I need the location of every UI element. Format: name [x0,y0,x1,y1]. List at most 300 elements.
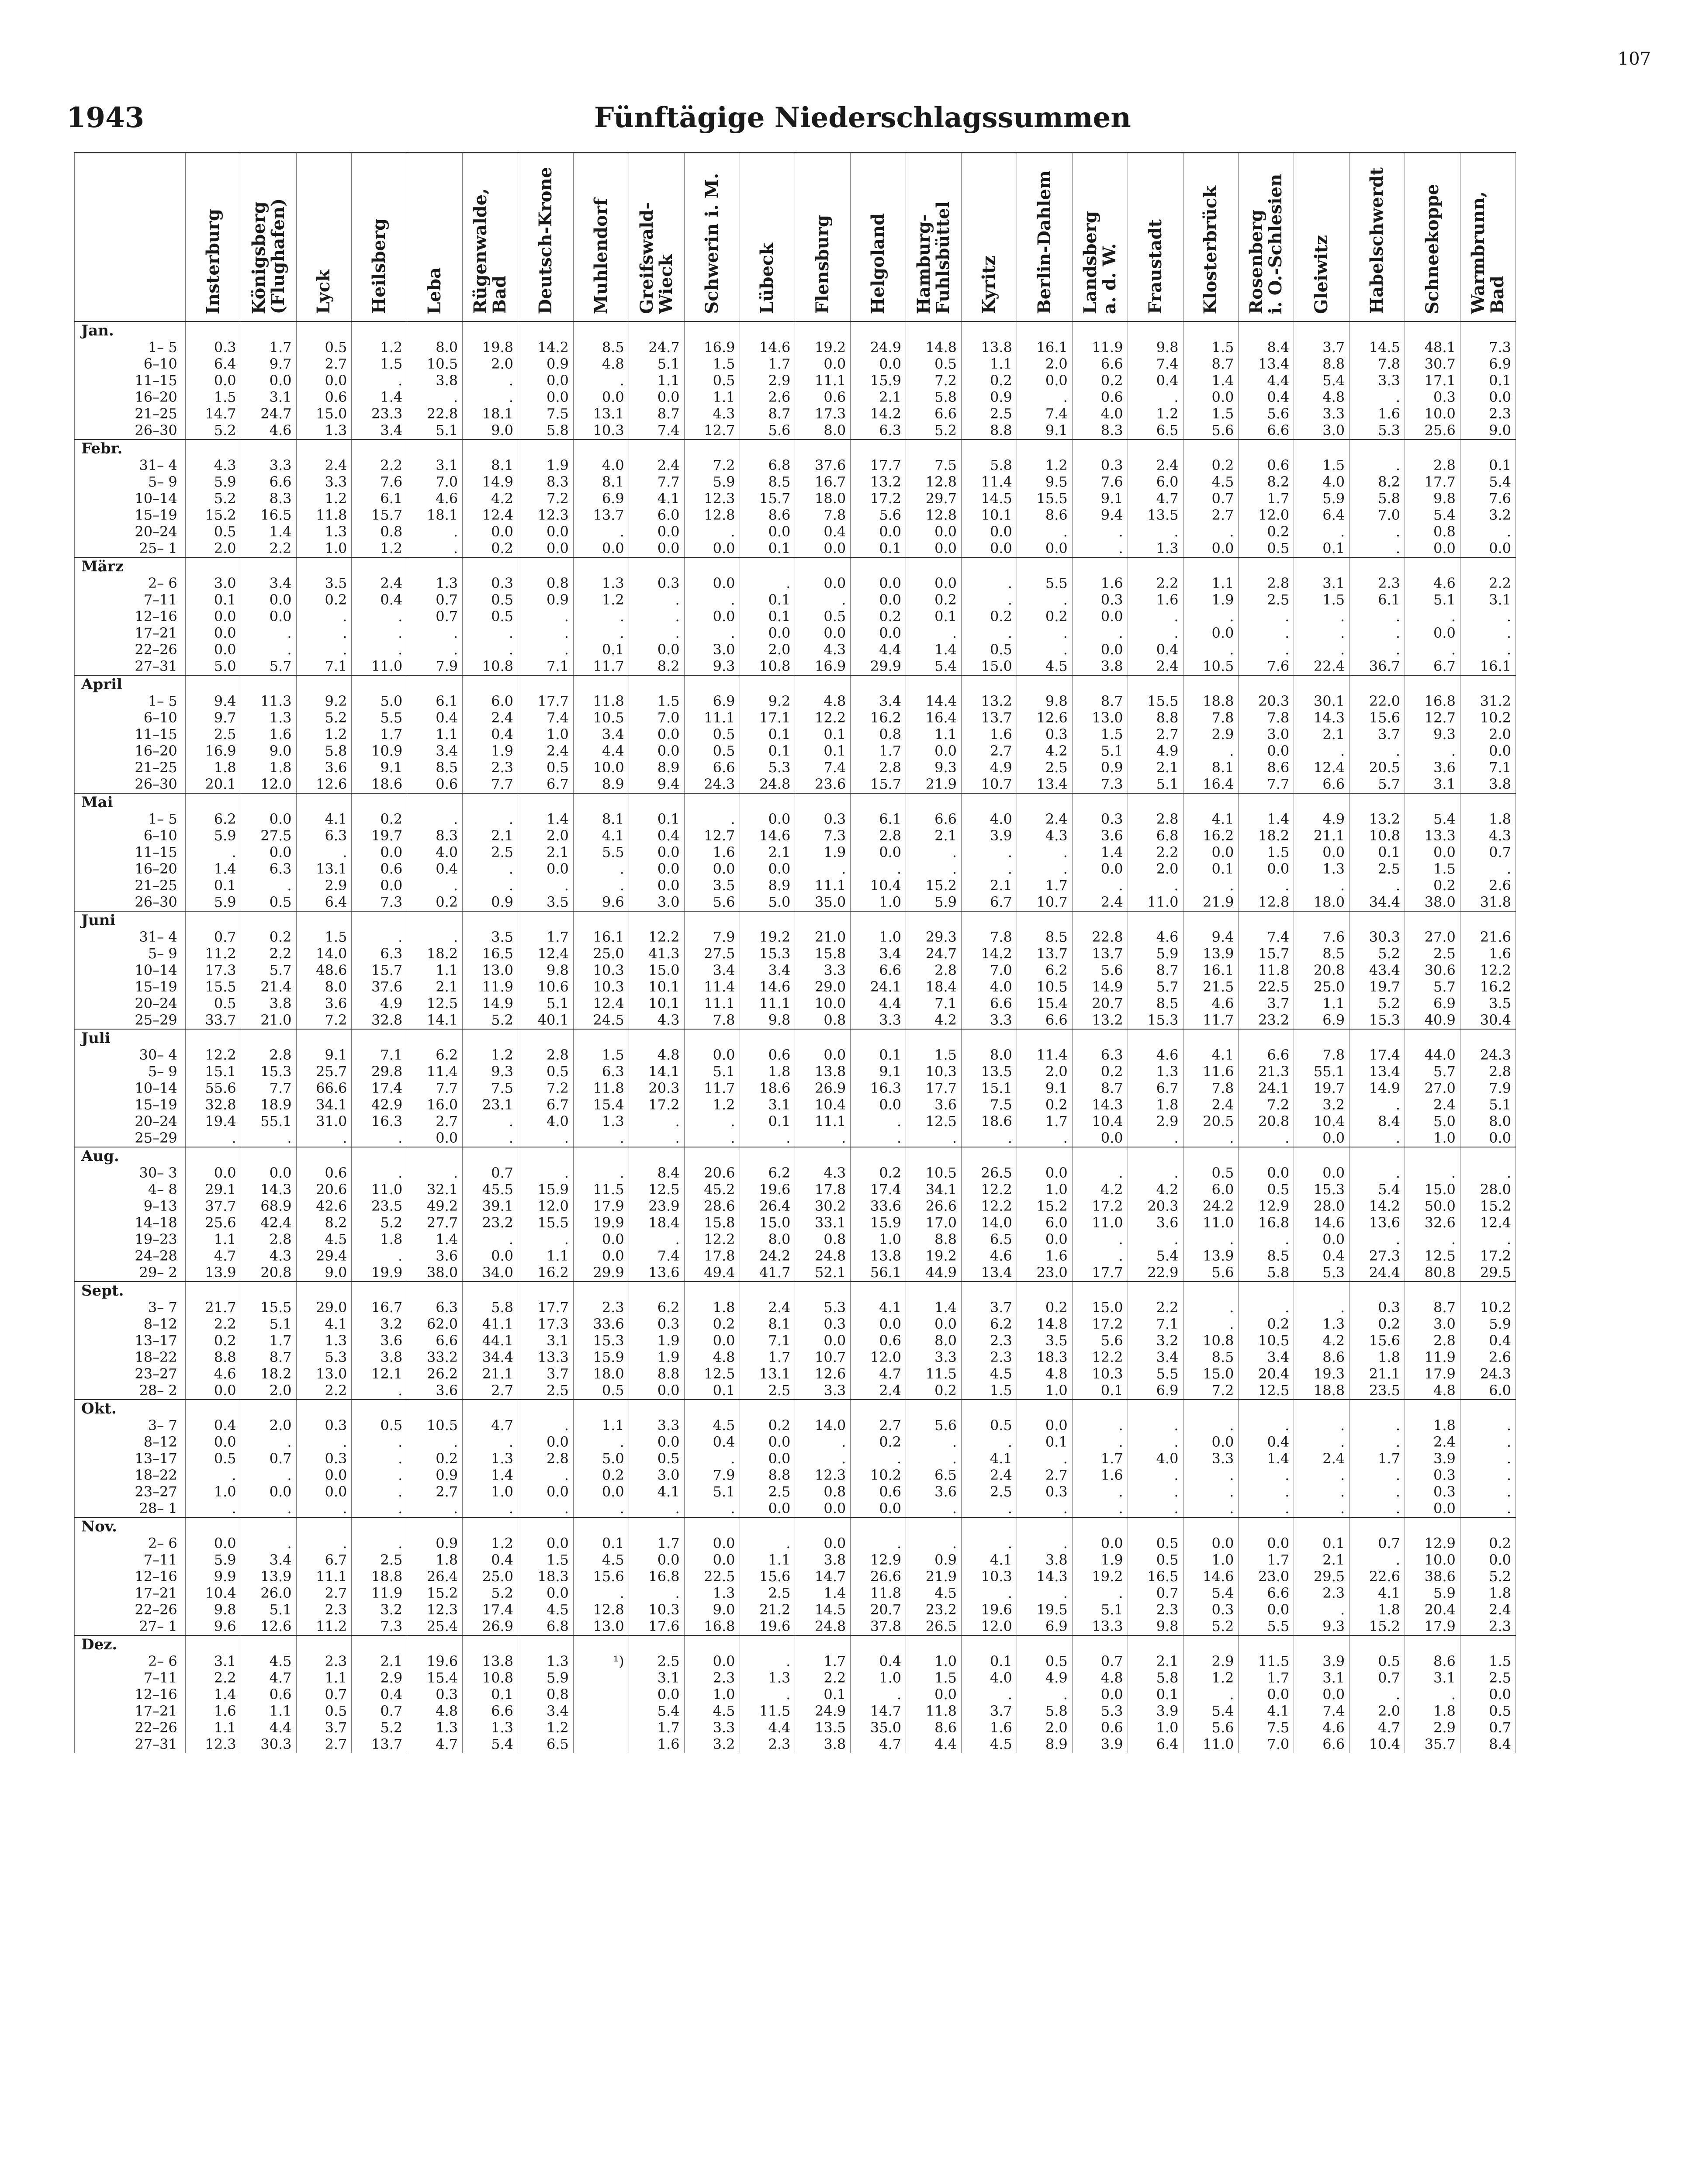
period-ranges: 2– 6 7–11 12–16 17–21 22–26 27–31 [135,575,177,674]
precip-values: 13.8 1.1 0.2 0.9 2.5 8.8 [962,321,1017,439]
period-label-cell [75,1282,186,1400]
precip-values: 0.3 7.6 9.1 9.4 . . [1072,439,1128,557]
precip-values: 0.3 7.3 1.9 . 11.1 35.0 [795,793,851,911]
precip-values: 2.3 6.1 . . . 36.7 [1350,557,1405,675]
precip-values: 0.2 19.7 0.0 0.6 0.0 7.3 [352,793,407,911]
precip-values: 1.2 9.3 7.5 23.1 . . [463,1029,518,1147]
month-block [75,675,1516,793]
precip-values: 0.5 0.7 . 2.0 4.7 10.4 [1350,1635,1405,1753]
precip-values: 3.0 0.1 0.0 0.0 0.0 5.0 [185,557,241,675]
precip-values: 4.8 14.1 20.3 17.2 . . [629,1029,684,1147]
precip-values: 4.0 8.1 6.9 13.7 . 0.0 [573,439,629,557]
precip-values: 0.1 4.5 15.6 . 12.8 13.0 [573,1517,629,1635]
precip-values: 7.8 14.2 7.0 4.0 6.6 3.3 [962,911,1017,1029]
station-header [1350,153,1405,322]
period-label-cell [75,1400,186,1517]
precip-values: 3.3 0.0 0.5 3.0 4.1 . [629,1400,684,1517]
precip-values: 0.3 0.5 0.5 . . 10.8 [463,557,518,675]
precip-values: 15.5 5.1 1.7 8.7 18.2 2.0 [241,1282,296,1400]
precip-values: 7.2 5.9 12.3 12.8 . 0.0 [684,439,740,557]
precip-values: 0.1 9.1 16.3 0.0 . . [851,1029,906,1147]
precip-values: 0.0 1.9 19.2 . 5.1 13.3 [1072,1517,1128,1635]
precip-values: 11.3 1.3 1.6 9.0 1.8 12.0 [241,675,296,793]
precip-values: . 2.5 18.8 11.9 3.2 7.3 [352,1517,407,1635]
precip-values: 6.2 0.3 1.9 1.9 8.8 0.0 [629,1282,684,1400]
period-ranges: 2– 6 7–11 12–16 17–21 22–26 27–31 [135,1653,177,1752]
precip-values: 0.6 8.2 1.7 12.0 0.2 0.5 [1239,439,1294,557]
station-header [1072,153,1128,322]
precip-values: 2.1 2.9 0.4 0.7 5.2 13.7 [352,1635,407,1753]
precip-values: 30.1 14.3 2.1 . 12.4 6.6 [1294,675,1350,793]
precip-values: 3.1 2.2 1.4 1.6 1.1 12.3 [185,1635,241,1753]
precip-values: 1.0 3.4 6.6 24.1 4.4 3.3 [851,911,906,1029]
month-block [75,1635,1516,1753]
month-block [75,1147,1516,1282]
period-ranges: 1– 5 6–10 11–15 16–20 21–25 26–30 [135,339,177,439]
precip-values: 9.4 13.9 16.1 21.5 4.6 11.7 [1183,911,1239,1029]
precip-values: 17.7 13.2 17.2 5.6 0.0 0.1 [851,439,906,557]
month-block [75,321,1516,439]
precip-values: 2.8 15.3 7.7 18.9 55.1 . [241,1029,296,1147]
precip-values: 6.2 5.9 . 1.4 0.1 5.9 [185,793,241,911]
precip-values: 0.0 0.1 . 2.7 0.3 . [1017,1400,1072,1517]
precip-values: 12.2 15.1 55.6 32.8 19.4 . [185,1029,241,1147]
precip-values: 1.4 0.0 8.0 3.3 11.5 0.2 [906,1282,962,1400]
precip-values: 4.5 4.7 0.6 1.1 4.4 30.3 [241,1635,296,1753]
page-title: Fünftägige Niederschlagssummen [594,101,1131,134]
precip-values: 0.5 6.0 24.2 11.0 . 13.9 5.6 [1183,1147,1239,1282]
precip-values: . . . . . . [1460,1400,1516,1517]
station-header [629,153,684,322]
precip-values: 0.2 14.8 3.5 18.3 4.8 1.0 [1017,1282,1072,1400]
precip-values: 3.1 7.0 4.6 18.1 . . [407,439,463,557]
precip-values: 6.1 2.8 0.0 . 10.4 1.0 [851,793,906,911]
precip-values: 0.0 0.5 12.9 16.8 . 8.5 5.8 [1239,1147,1294,1282]
precip-values: 7.4 15.7 11.8 22.5 3.7 23.2 [1239,911,1294,1029]
precip-values: 0.0 2.3 1.0 4.5 3.3 3.2 [684,1635,740,1753]
precip-values: 5.6 . . 6.5 3.6 . [906,1400,962,1517]
precip-values: 1.9 8.3 7.2 12.3 0.0 0.0 [518,439,574,557]
month-block [75,557,1516,675]
precip-values: 12.2 41.3 15.0 10.1 10.1 4.3 [629,911,684,1029]
month-name: Nov. [81,1518,117,1535]
precip-values: 3.7 6.2 2.3 2.3 4.5 1.5 [962,1282,1017,1400]
precip-values: 2.2 3.1 . . . 16.1 [1460,557,1516,675]
station-name: Königsberg (Flughafen) [248,198,288,314]
precip-values: 1.6 0.3 0.0 . 0.0 3.8 [1072,557,1128,675]
precip-values: 4.1 16.2 0.0 0.1 . 21.9 [1183,793,1239,911]
precip-values: 1.5 6.3 11.8 15.4 1.3 . [573,1029,629,1147]
precip-values: 7.3 6.9 0.1 0.0 2.3 9.0 [1460,321,1516,439]
precip-values: 30.3 5.2 43.4 19.7 5.2 15.3 [1350,911,1405,1029]
period-label-cell [75,1029,186,1147]
period-ranges: 1– 5 6–10 11–15 16–20 21–25 26–30 [135,811,177,910]
precip-values: 37.6 16.7 18.0 7.8 0.4 0.0 [795,439,851,557]
precip-values: . 4.2 20.3 3.6 . 5.4 22.9 [1128,1147,1183,1282]
precip-values: 14.8 0.5 7.2 5.8 6.6 5.2 [906,321,962,439]
month-block [75,1517,1516,1635]
month-name: Dez. [81,1636,118,1653]
precip-values: 1.2 9.5 15.5 8.6 . 0.0 [1017,439,1072,557]
precip-values: . . 0.2 . 0.5 15.0 [962,557,1017,675]
precip-values: 1.5 4.0 5.9 6.4 . 0.1 [1294,439,1350,557]
precip-values: 2.4 7.7 4.1 6.0 0.0 0.0 [629,439,684,557]
precip-values: 22.0 15.6 3.7 . 20.5 5.7 [1350,675,1405,793]
precip-values: 19.2 15.3 3.4 14.6 11.1 9.8 [740,911,795,1029]
period-header-cell [75,153,186,322]
precip-values: 5.8 11.4 14.5 10.1 0.0 0.0 [962,439,1017,557]
station-name: Schneekoppe [1422,183,1443,314]
precip-values: . 8.2 5.8 7.0 . . [1350,439,1405,557]
station-name: Kyritz [978,256,999,314]
precip-values: 21.0 15.8 3.3 29.0 10.0 0.8 [795,911,851,1029]
station-name: Warmbrunn, Bad [1467,191,1508,314]
precip-values: . 0.0 3.3 . . . [1183,1400,1239,1517]
precip-values: 6.9 11.1 0.5 0.5 6.6 24.3 [684,675,740,793]
precip-values: . 6.3 15.7 37.6 4.9 32.8 [352,911,407,1029]
precip-values: 6.0 2.4 0.4 1.9 2.3 7.7 [463,675,518,793]
precip-values: 7.5 12.8 29.7 12.8 0.0 0.0 [906,439,962,557]
precip-values: 0.2 17.4 33.6 15.9 1.0 13.8 56.1 [851,1147,906,1282]
station-name: Hamburg- Fuhlsbüttel [914,201,954,314]
precip-values: 0.4 0.0 0.5 . 1.0 . [185,1400,241,1517]
precip-values: 3.9 3.1 0.0 7.4 4.6 6.6 [1294,1635,1350,1753]
station-header [1405,153,1460,322]
station-name: Heilsberg [369,218,390,314]
precip-values: 8.1 14.9 4.2 12.4 0.0 0.2 [463,439,518,557]
precip-values: 0.0 5.9 9.9 10.4 9.8 9.6 [185,1517,241,1635]
month-name: April [81,676,122,693]
precip-values: 0.2 0.0 5.2 1.8 2.4 2.3 [1460,1517,1516,1635]
precip-values: 0.0 15.3 28.0 14.6 0.0 0.4 5.3 [1294,1147,1350,1282]
station-name: Schwerin i. M. [701,173,722,314]
precip-values: . 0.2 10.5 3.4 20.4 12.5 [1239,1282,1294,1400]
precip-values: . 0.4 1.4 . . . [1239,1400,1294,1517]
precip-values: 7.8 55.1 19.7 3.2 10.4 0.0 [1294,1029,1350,1147]
precip-values: 1.3 0.7 0.7 . . 7.9 [407,557,463,675]
precip-values: 0.0 . 0.0 . 3.0 9.3 [684,557,740,675]
precip-values: 3.7 8.8 5.4 4.8 3.3 3.0 [1294,321,1350,439]
precip-values: 0.5 . 4.1 2.4 2.5 . [962,1400,1017,1517]
station-name: Rügenwalde, Bad [470,188,510,314]
month-name: Jan. [81,322,114,339]
precip-values: . 5.4 14.2 13.6 . 27.3 24.4 [1350,1147,1405,1282]
precip-values: . 2.1 2.5 . . 0.9 [463,793,518,911]
precip-values: 10.2 5.9 0.4 2.6 24.3 6.0 [1460,1282,1516,1400]
station-name: Greifswald- Wieck [636,202,676,314]
precip-values: 5.8 41.1 44.1 34.4 21.1 2.7 [463,1282,518,1400]
station-name: Insterburg [202,208,223,314]
period-ranges: 30– 3 4– 8 9–13 14–18 19–23 24–28 29– 2 [135,1165,177,1281]
station-name: Muhlendorf [590,198,611,314]
precip-values: . 4.2 17.2 11.0 . . 17.7 [1072,1147,1128,1282]
precip-values: 8.7 3.0 2.8 11.9 17.9 4.8 [1405,1282,1460,1400]
precip-values: 11.8 10.5 3.4 4.4 10.0 8.9 [573,675,629,793]
precip-values: 2.1 5.8 0.1 3.9 1.0 6.4 [1128,1635,1183,1753]
station-name: Lübeck [757,243,778,314]
precip-values: 0.7 11.2 17.3 15.5 0.5 33.7 [185,911,241,1029]
precip-values: 1.7 0.0 16.8 . 10.3 17.6 [629,1517,684,1635]
precip-values: 3.4 16.2 0.8 1.7 2.8 15.7 [851,675,906,793]
precip-values: 0.3 . 0.3 0.0 0.0 . [296,1400,352,1517]
precip-values: . . 2.4 . . . [1294,1400,1350,1517]
precip-values: 14.5 7.8 3.3 . 1.6 5.3 [1350,321,1405,439]
precip-values: 0.9 1.8 26.4 15.2 12.3 25.4 [407,1517,463,1635]
period-label-cell [75,321,186,439]
precip-values: 8.7 13.0 1.5 5.1 0.9 7.3 [1072,675,1128,793]
period-label-cell [75,1635,186,1753]
precip-values: 4.1 0.0 0.6 12.0 4.7 2.4 [851,1282,906,1400]
precip-values: 1.5 2.5 0.0 0.5 0.7 8.4 [1460,1635,1516,1753]
precip-values: . 0.1 0.1 0.0 2.0 10.8 [740,557,795,675]
month-block [75,793,1516,911]
station-name: Habelschwerdt [1367,167,1388,314]
precip-values: ¹) [573,1635,629,1753]
precip-values: 15.5 8.8 2.7 4.9 2.1 5.1 [1128,675,1183,793]
precip-values: 0.7 45.5 39.1 23.2 . 0.0 34.0 [463,1147,518,1282]
precip-values: 0.0 14.6 2.1 0.0 8.9 5.0 [740,793,795,911]
precip-values: 16.1 25.0 10.3 10.3 12.4 24.5 [573,911,629,1029]
precip-values: 1.1 . 5.0 0.2 0.0 . [573,1400,629,1517]
precip-values: 7.1 29.8 17.4 42.9 16.3 . [352,1029,407,1147]
precip-values: 1.5 7.0 0.0 0.0 8.9 9.4 [629,675,684,793]
month-block [75,439,1516,557]
precip-values: 6.6 21.3 24.1 7.2 20.8 . [1239,1029,1294,1147]
precip-values: 24.9 0.0 15.9 2.1 14.2 6.3 [851,321,906,439]
station-header [573,153,629,322]
precip-values: 2.3 1.1 0.7 0.5 3.7 2.7 [296,1635,352,1753]
precip-values: 11.9 6.6 0.2 0.6 4.0 8.3 [1072,321,1128,439]
precip-values: 0.0 1.0 15.2 6.0 0.0 1.6 23.0 [1017,1147,1072,1282]
precip-values: 0.2 2.2 5.7 21.4 3.8 21.0 [241,911,296,1029]
precip-values: 5.3 0.3 0.0 10.7 12.6 3.3 [795,1282,851,1400]
period-label-cell [75,557,186,675]
precip-values: . 3.8 14.3 . 19.5 6.9 [1017,1517,1072,1635]
station-header [241,153,296,322]
station-header [1128,153,1183,322]
precip-values: 0.0 1.5 18.3 0.0 4.5 6.8 [518,1517,574,1635]
period-ranges: 3– 7 8–12 13–17 18–22 23–27 28– 1 [135,1417,177,1517]
precip-values: 24.7 5.1 1.1 0.0 8.7 7.4 [629,321,684,439]
period-ranges: 31– 4 5– 9 10–14 15–19 20–24 25–29 [135,929,177,1028]
precip-values: 2.7 0.2 . 10.2 0.6 0.0 [851,1400,906,1517]
precip-values: 3.5 0.2 . . . 7.1 [296,557,352,675]
period-label-cell [75,1147,186,1282]
precip-values: . 6.7 11.1 2.7 2.3 11.2 [296,1517,352,1635]
precip-values: 0.4 1.0 . 14.7 35.0 4.7 [851,1635,906,1753]
period-label-cell [75,911,186,1029]
precip-values: 10.5 . 0.2 0.9 2.7 . [407,1400,463,1517]
precip-values: 0.5 . . . . . [352,1400,407,1517]
precip-values: 7.9 27.5 3.4 11.4 11.1 7.8 [684,911,740,1029]
precip-values: 1.4 2.0 2.1 0.0 . 3.5 [518,793,574,911]
precip-values: . 15.0 50.0 32.6 . 12.5 80.8 [1405,1147,1460,1282]
precip-values: 0.1 2.1 29.5 2.3 . 9.3 [1294,1517,1350,1635]
precip-values: 9.2 5.2 1.2 5.8 3.6 12.6 [296,675,352,793]
precip-values: 1.1 1.9 . 0.0 . 10.5 [1183,557,1239,675]
precip-values: 2.2 7.6 6.1 15.7 0.8 1.2 [352,439,407,557]
precip-values: 6.2 11.4 7.7 16.0 2.7 0.0 [407,1029,463,1147]
page-number: 107 [1617,49,1651,69]
precip-values: 4.6 1.3 6.7 1.8 2.9 . [1128,1029,1183,1147]
precip-values: 0.0 3.8 14.7 1.4 14.5 24.8 [795,1517,851,1635]
station-header [407,153,463,322]
precip-values: 8.4 13.4 4.4 0.4 5.6 6.6 [1239,321,1294,439]
precip-values: 11.5 1.7 0.0 4.1 7.5 7.0 [1239,1635,1294,1753]
precip-values: 44.0 5.7 27.0 2.4 5.0 1.0 [1405,1029,1460,1147]
precip-values: 26.5 12.2 12.2 14.0 6.5 4.6 13.4 [962,1147,1017,1282]
precip-values: 0.1 5.4 7.6 3.2 . 0.0 [1460,439,1516,557]
precip-values: 6.2 19.6 26.4 15.0 8.0 24.2 41.7 [740,1147,795,1282]
precip-values: 1.8 0.2 0.0 4.8 12.5 0.1 [684,1282,740,1400]
precip-values: 9.1 25.7 66.6 34.1 31.0 . [296,1029,352,1147]
precip-values: 8.5 13.7 6.2 10.5 15.4 6.6 [1017,911,1072,1029]
precip-values: 17.7 7.4 1.0 2.4 0.5 6.7 [518,675,574,793]
precip-values: 0.0 . 0.5 0.0 4.3 16.9 [795,557,851,675]
precip-values: 6.6 2.1 . . 15.2 5.9 [906,793,962,911]
precip-values: 18.8 7.8 2.9 . 8.1 16.4 [1183,675,1239,793]
period-label-cell [75,793,186,911]
precip-values: 16.1 2.0 0.0 . 7.4 9.1 [1017,321,1072,439]
precip-values: 21.7 2.2 0.2 8.8 4.6 0.0 [185,1282,241,1400]
station-header [1460,153,1516,322]
precip-values: 1.3 5.9 0.8 3.4 1.2 6.5 [518,1635,574,1753]
precip-values: 0.7 . 22.6 4.1 1.8 15.2 [1350,1517,1405,1635]
precip-values: 2.4 8.1 7.1 1.7 13.1 2.5 [740,1282,795,1400]
precip-values: 0.5 0.5 16.5 0.7 2.3 9.8 [1128,1517,1183,1635]
station-header [296,153,352,322]
precip-values: 4.8 12.2 0.1 0.1 7.4 23.6 [795,675,851,793]
month-block [75,911,1516,1029]
precip-values: 14.0 . . 12.3 0.8 0.0 [795,1400,851,1517]
precip-values: 16.9 1.5 0.5 1.1 4.3 12.7 [684,321,740,439]
precip-values: 1.0 1.5 0.0 11.8 8.6 4.4 [906,1635,962,1753]
precip-values: 0.1 4.0 . 3.7 1.6 4.5 [962,1635,1017,1753]
precip-values: 8.6 3.1 . 1.8 2.9 35.7 [1405,1635,1460,1753]
precip-values: 20.3 7.8 3.0 0.0 8.6 7.7 [1239,675,1294,793]
precip-values: . . 10.8 8.5 15.0 7.2 [1183,1282,1239,1400]
month-name: Okt. [81,1400,117,1417]
precip-values: . 1.3 . 11.5 4.4 2.3 [740,1635,795,1753]
station-name: Gleiwitz [1311,235,1332,314]
precip-values: 4.6 5.9 8.7 5.7 8.5 15.3 [1128,911,1183,1029]
period-label-cell [75,1517,186,1635]
precip-values: 8.4 12.5 23.9 18.4 . 7.4 13.6 [629,1147,684,1282]
precip-values: 1.3 1.2 . . 0.1 11.7 [573,557,629,675]
precip-values: 9.4 9.7 2.5 16.9 1.8 20.1 [185,675,241,793]
precip-values: 9.8 12.6 0.3 4.2 2.5 13.4 [1017,675,1072,793]
station-header [740,153,795,322]
precip-values: 8.5 4.8 . 0.0 13.1 10.3 [573,321,629,439]
precip-values: 5.4 13.3 0.0 1.5 0.2 38.0 [1405,793,1460,911]
precip-values: 6.3 62.0 6.6 33.2 26.2 3.6 [407,1282,463,1400]
station-name: Fraustadt [1145,219,1166,314]
precip-values: 0.2 0.0 0.0 8.8 2.5 0.0 [740,1400,795,1517]
precip-values: . . 1.7 1.6 . . [1072,1400,1128,1517]
precip-values: 24.3 2.8 7.9 5.1 8.0 0.0 [1460,1029,1516,1147]
station-name: Landsberg a. d. W. [1080,211,1120,314]
precip-values: . 11.5 17.9 19.9 0.0 0.0 29.9 [573,1147,629,1282]
month-block [75,1029,1516,1147]
precip-values: 1.5 10.3 17.7 3.6 12.5 . [906,1029,962,1147]
precip-values: 10.5 34.1 26.6 17.0 8.8 19.2 44.9 [906,1147,962,1282]
precip-values: 4.5 0.4 . 7.9 5.1 . [684,1400,740,1517]
precip-values: 0.0 0.0 22.5 1.3 9.0 16.8 [684,1517,740,1635]
precip-values: 1.8 4.3 0.7 . 2.6 31.8 [1460,793,1516,911]
station-name: Flensburg [812,215,833,314]
precip-values: 5.0 5.5 1.7 10.9 9.1 18.6 [352,675,407,793]
precip-values: 0.5 2.7 0.0 0.6 15.0 1.3 [296,321,352,439]
precip-values: 0.5 4.9 . 5.8 2.0 8.9 [1017,1635,1072,1753]
station-name: Rosenberg i. O.-Schlesien [1246,173,1286,314]
precip-values: 31.2 10.2 2.0 0.0 7.1 3.8 [1460,675,1516,793]
precip-values: 4.3 5.9 5.2 15.2 0.5 2.0 [185,439,241,557]
precip-values: . 18.2 1.1 2.1 12.5 14.1 [407,911,463,1029]
precip-values: 0.2 4.5 0.7 2.7 . 0.0 [1183,439,1239,557]
precip-values: . 12.9 26.6 11.8 20.7 37.8 [851,1517,906,1635]
station-header [795,153,851,322]
period-label-cell [75,675,186,793]
precip-values: 3.1 1.5 . . . 22.4 [1294,557,1350,675]
station-header [1294,153,1350,322]
precip-values: . 8.3 4.0 0.4 . 0.2 [407,793,463,911]
precip-values: 0.3 6.4 0.0 1.5 14.7 5.2 [185,321,241,439]
precip-values: 14.2 0.9 0.0 0.0 7.5 5.8 [518,321,574,439]
precip-values: 2.3 33.6 15.3 15.9 18.0 0.5 [573,1282,629,1400]
precip-values: 4.3 17.8 30.2 33.1 0.8 24.8 52.1 [795,1147,851,1282]
precip-values: . . 1.7 . . . [1350,1400,1405,1517]
precip-values: 19.8 2.0 . . 18.1 9.0 [463,321,518,439]
station-header [352,153,407,322]
precip-values: 2.4 3.3 1.2 11.8 1.3 1.0 [296,439,352,557]
precip-values: 0.0 0.0 0.2 0.0 4.4 29.9 [851,557,906,675]
precip-values: 29.3 24.7 2.8 18.4 7.1 4.2 [906,911,962,1029]
precip-values: 6.8 8.5 15.7 8.6 0.0 0.1 [740,439,795,557]
precip-values: 17.7 17.3 3.1 13.3 3.7 2.5 [518,1282,574,1400]
precip-values: 2.4 4.3 . . 1.7 10.7 [1017,793,1072,911]
month-name: Sept. [81,1282,124,1299]
station-header [851,153,906,322]
precip-values: . 1.1 15.6 2.5 21.2 19.6 [740,1517,795,1635]
precip-values: 1.8 2.4 3.9 0.3 0.3 0.0 [1405,1400,1460,1517]
year-heading: 1943 [66,101,145,134]
precip-values: 0.8 0.9 . . . 7.1 [518,557,574,675]
precip-values: . 4.1 10.3 . 19.6 12.0 [962,1517,1017,1635]
precip-values: 6.1 0.4 1.1 3.4 8.5 0.6 [407,675,463,793]
precip-values: 4.7 . 1.3 1.4 1.0 . [463,1400,518,1517]
precip-values: 16.8 12.7 9.3 . 3.6 3.1 [1405,675,1460,793]
precip-values: . 3.4 13.9 26.0 5.1 12.6 [241,1517,296,1635]
precip-values: 5.5 . 0.2 . . 4.5 [1017,557,1072,675]
precip-values: 0.0 1.7 23.0 6.6 0.0 5.5 [1239,1517,1294,1635]
station-header [518,153,574,322]
precip-values: 2.4 6.0 4.7 13.5 . 1.3 [1128,439,1183,557]
station-name: Deutsch-Krone [535,166,556,314]
station-header [1183,153,1239,322]
precip-values: 1.5 14.0 48.6 8.0 3.6 7.2 [296,911,352,1029]
station-name: Klosterbrück [1200,185,1221,314]
precip-values: 0.7 4.8 0.0 5.3 0.6 3.9 [1072,1635,1128,1753]
precip-values: . 12.7 1.6 0.0 3.5 5.6 [684,793,740,911]
precip-values: 9.8 7.4 0.4 . 1.2 6.5 [1128,321,1183,439]
precip-values: 13.8 10.8 0.1 6.6 1.3 5.4 [463,1635,518,1753]
precip-values: 13.2 10.8 0.1 2.5 . 34.4 [1350,793,1405,911]
precip-values: 1.2 1.5 . 1.4 23.3 3.4 [352,321,407,439]
precip-values: 2.2 1.6 . . 0.4 2.4 [1128,557,1183,675]
precip-values: 0.0 0.2 0.1 . 1.4 5.4 [906,557,962,675]
month-name: Juli [81,1030,111,1047]
precip-values: 27.0 2.5 30.6 5.7 6.9 40.9 [1405,911,1460,1029]
